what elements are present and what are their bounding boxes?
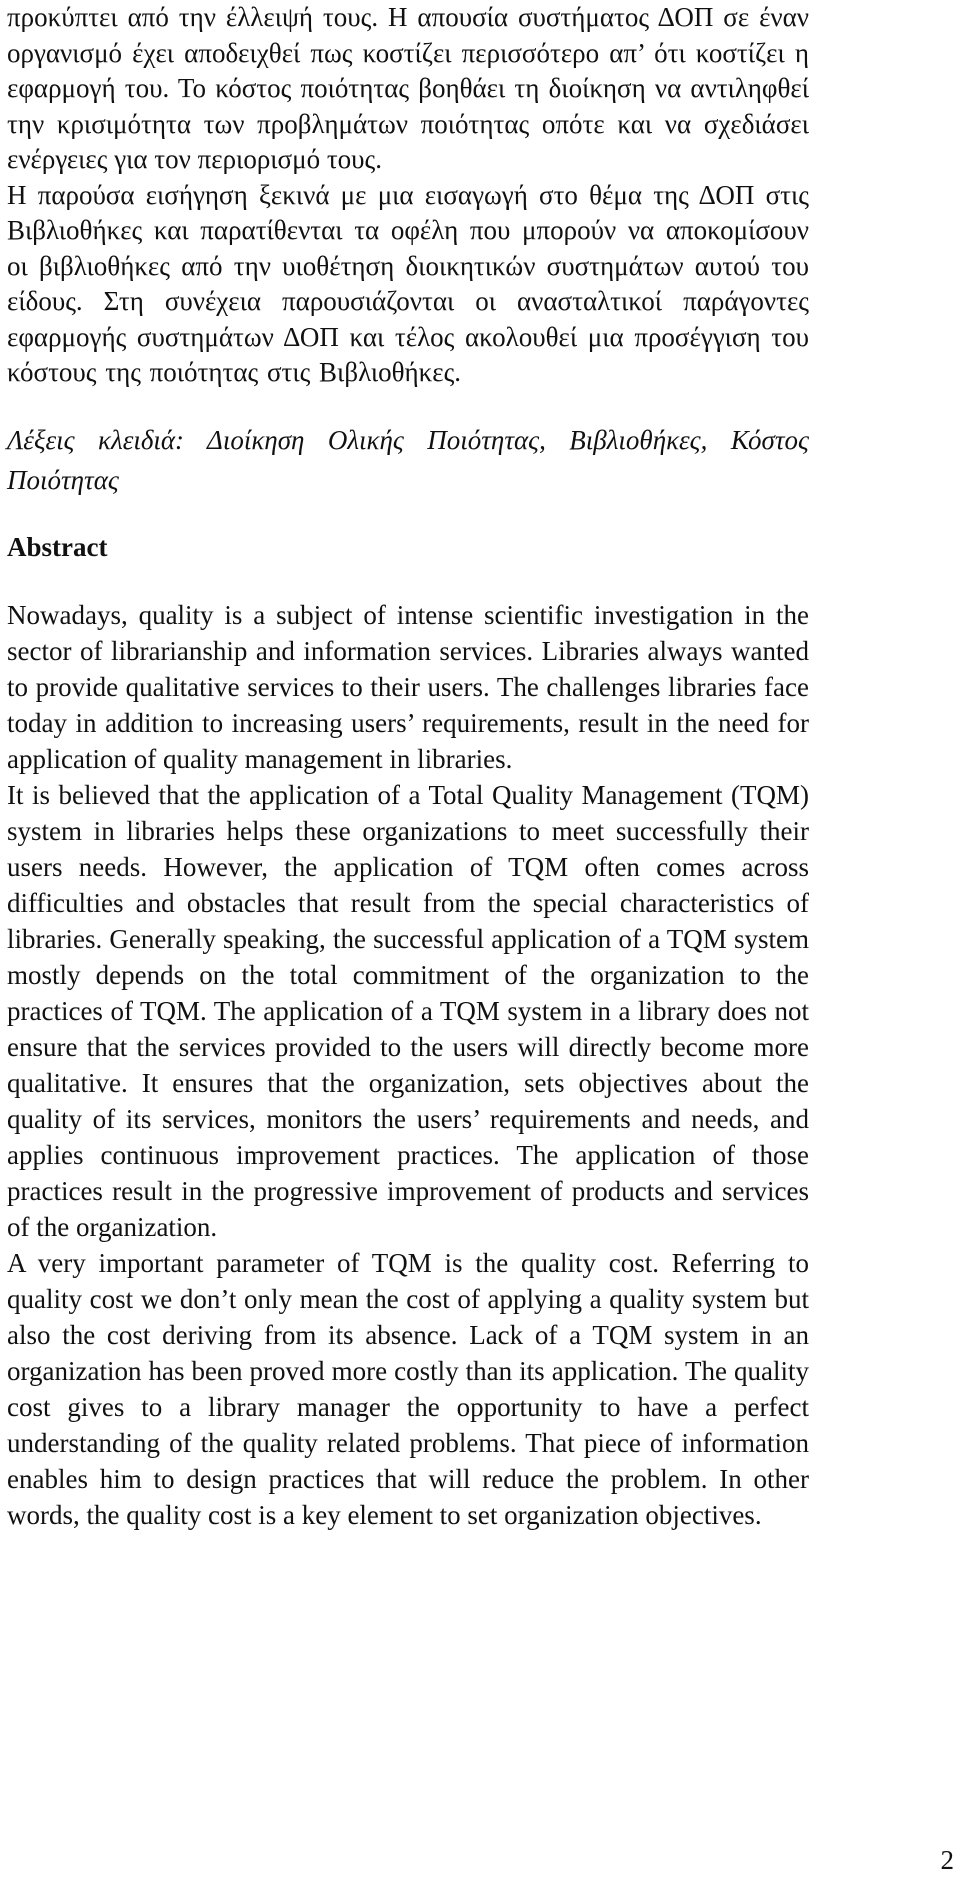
- page-number: 2: [940, 1845, 954, 1875]
- abstract-paragraph: Nowadays, quality is a subject of intense scientific investigation in the sector of librarianship and information services. Libraries always wanted to provide qualitative services to their users. The challenges libraries face today in addition to increasing users’ requirements, result in the need for application of quality management in libraries.: [7, 599, 809, 774]
- document-page: [7, 0, 809, 1533]
- abstract-body: [7, 597, 809, 1533]
- greek-paragraph-summary: Η παρούσα εισήγηση ξεκινά με μια εισαγωγή στο θέμα της ΔΟΠ στις Βιβλιοθήκες και παρατίθενται τα οφέλη που μπορούν να αποκομίσουν οι βιβλιοθήκες από την υιοθέτηση διοικητικών συστημάτων αυτού του είδους. Στη συνέχεια παρουσιάζονται οι ανασταλτικοί παράγοντες εφαρμογής συστημάτων ΔΟΠ και τέλος ακολουθεί μια προσέγγιση του κόστους της ποιότητας στις Βιβλιοθήκες.: [7, 179, 809, 387]
- abstract-heading: Abstract: [7, 531, 108, 562]
- greek-paragraph-continuation: προκύπτει από την έλλειψή τους. Η απουσία συστήματος ΔΟΠ σε έναν οργανισμό έχει αποδειχθεί πως κοστίζει περισσότερο απ’ ότι κοστίζει η εφαρμογή του. Το κόστος ποιότητας βοηθάει τη διοίκηση να αντιληφθεί την κρισιμότητα των προβλημάτων ποιότητας οπότε και να σχεδιάσει ενέργειες για τον περιορισμό τους.: [7, 2, 809, 174]
- keywords-line: Λέξεις κλειδιά: Διοίκηση Ολικής Ποιότητας, Βιβλιοθήκες, Κόστος Ποιότητας: [7, 424, 809, 495]
- abstract-paragraph: It is believed that the application of a Total Quality Management (TQM) system in libraries helps these organizations to meet successfully their users needs. However, the application of TQM often comes across difficulties and obstacles that result from the special characteristics of libraries. Generally speaking, the successful application of a TQM system mostly depends on the total commitment of the organization to the practices of TQM. The application of a TQM system in a library does not ensure that the services provided to the users will directly become more qualitative. It ensures that the organization, sets objectives about the quality of its services, monitors the users’ requirements and needs, and applies continuous improvement practices. The application of those practices result in the progressive improvement of products and services of the organization.: [7, 779, 809, 1242]
- abstract-paragraph: A very important parameter of TQM is the quality cost. Referring to quality cost we don’t only mean the cost of applying a quality system but also the cost deriving from its absence. Lack of a TQM system in an organization has been proved more costly than its application. The quality cost gives to a library manager the opportunity to have a perfect understanding of the quality related problems. That piece of information enables him to design practices that will reduce the problem. In other words, the quality cost is a key element to set organization objectives.: [7, 1247, 809, 1530]
